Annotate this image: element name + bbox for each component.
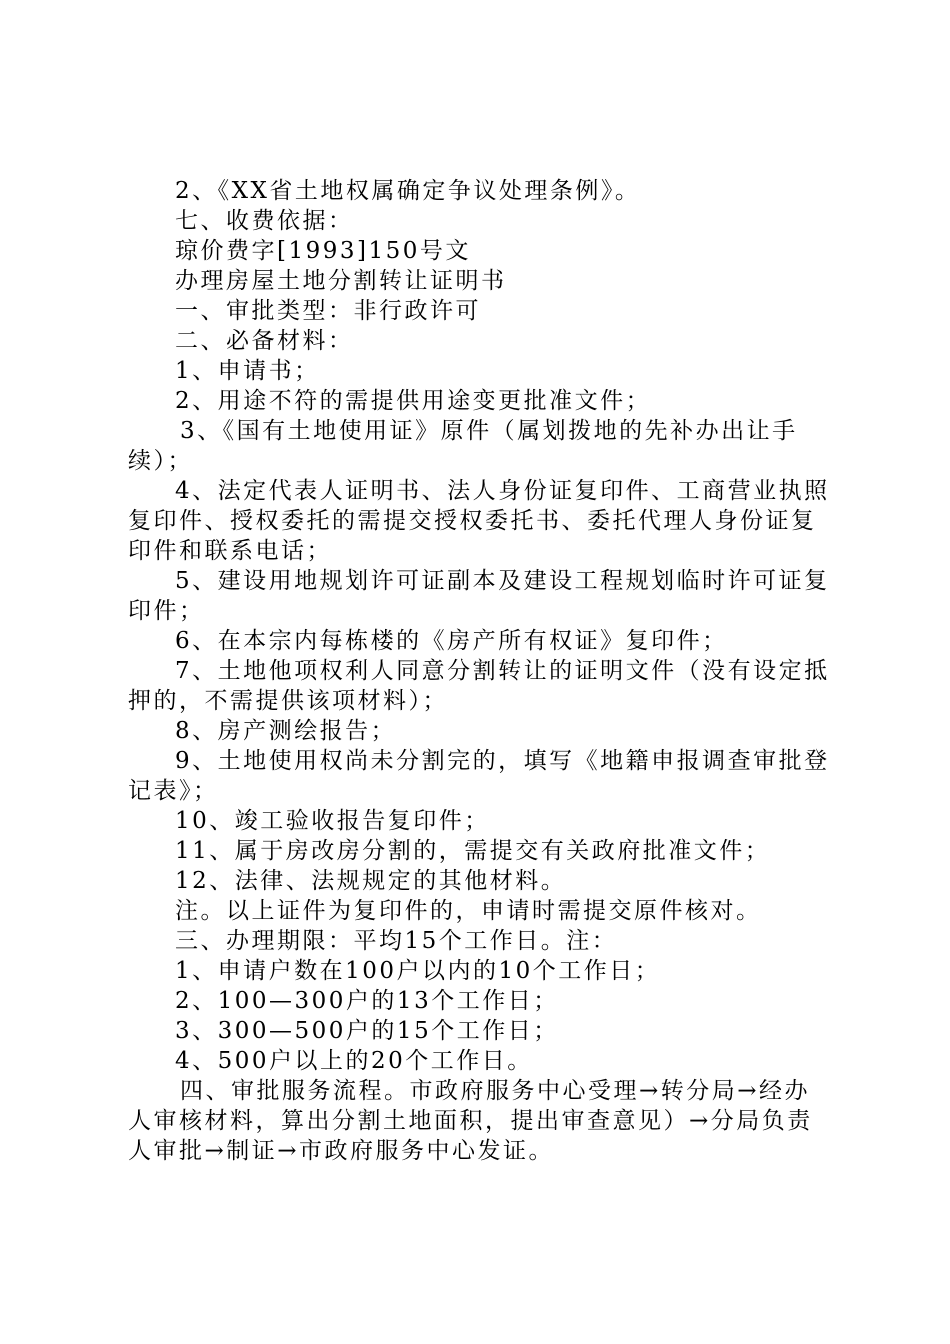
paragraph-materials-note: 注。以上证件为复印件的，申请时需提交原件核对。 <box>175 898 762 924</box>
paragraph-material-11: 11、属于房改房分割的，需提交有关政府批准文件； <box>175 838 771 864</box>
paragraph-material-7: 7、土地他项权利人同意分割转让的证明文件（没有设定抵押的，不需提供该项材料）； <box>128 658 830 714</box>
paragraph-material-3: 3、《国有土地使用证》原件（属划拨地的先补办出让手续）； <box>128 418 798 474</box>
paragraph-material-5: 5、建设用地规划许可证副本及建设工程规划临时许可证复印件； <box>128 568 830 624</box>
paragraph-regulation-item-2: 2、《XX省土地权属确定争议处理条例》。 <box>175 178 641 204</box>
paragraph-approval-process: 四、审批服务流程。市政府服务中心受理→转分局→经办人审核材料，算出分割土地面积，提出审查意见）→分局负责人审批→制证→市政府服务中心发证。 <box>128 1078 813 1164</box>
paragraph-material-9: 9、土地使用权尚未分割完的，填写《地籍申报调查审批登记表》； <box>128 748 830 804</box>
paragraph-period-4: 4、500户以上的20个工作日。 <box>175 1048 533 1074</box>
paragraph-required-materials-heading: 二、必备材料： <box>175 328 354 354</box>
paragraph-document-title: 办理房屋土地分割转让证明书 <box>175 268 507 294</box>
paragraph-material-1: 1、申请书； <box>175 358 320 384</box>
paragraph-material-2: 2、用途不符的需提供用途变更批准文件； <box>175 388 652 414</box>
paragraph-approval-type: 一、审批类型：非行政许可 <box>175 298 481 324</box>
paragraph-period-1: 1、申请户数在100户以内的10个工作日； <box>175 958 661 984</box>
paragraph-period-3: 3、300—500户的15个工作日； <box>175 1018 559 1044</box>
paragraph-material-4: 4、法定代表人证明书、法人身份证复印件、工商营业执照复印件、授权委托的需提交授权委托书、委托代理人身份证复印件和联系电话； <box>128 478 830 564</box>
paragraph-material-6: 6、在本宗内每栋楼的《房产所有权证》复印件； <box>175 628 728 654</box>
paragraph-section-7-heading: 七、收费依据： <box>175 208 354 234</box>
paragraph-material-8: 8、房产测绘报告； <box>175 718 397 744</box>
document-body <box>128 176 832 1166</box>
paragraph-material-10: 10、竣工验收报告复印件； <box>175 808 490 834</box>
paragraph-material-12: 12、法律、法规规定的其他材料。 <box>175 868 567 894</box>
paragraph-fee-basis: 琼价费字[1993]150号文 <box>175 238 471 264</box>
paragraph-processing-period: 三、办理期限：平均15个工作日。注： <box>175 928 618 954</box>
paragraph-period-2: 2、100—300户的13个工作日； <box>175 988 559 1014</box>
